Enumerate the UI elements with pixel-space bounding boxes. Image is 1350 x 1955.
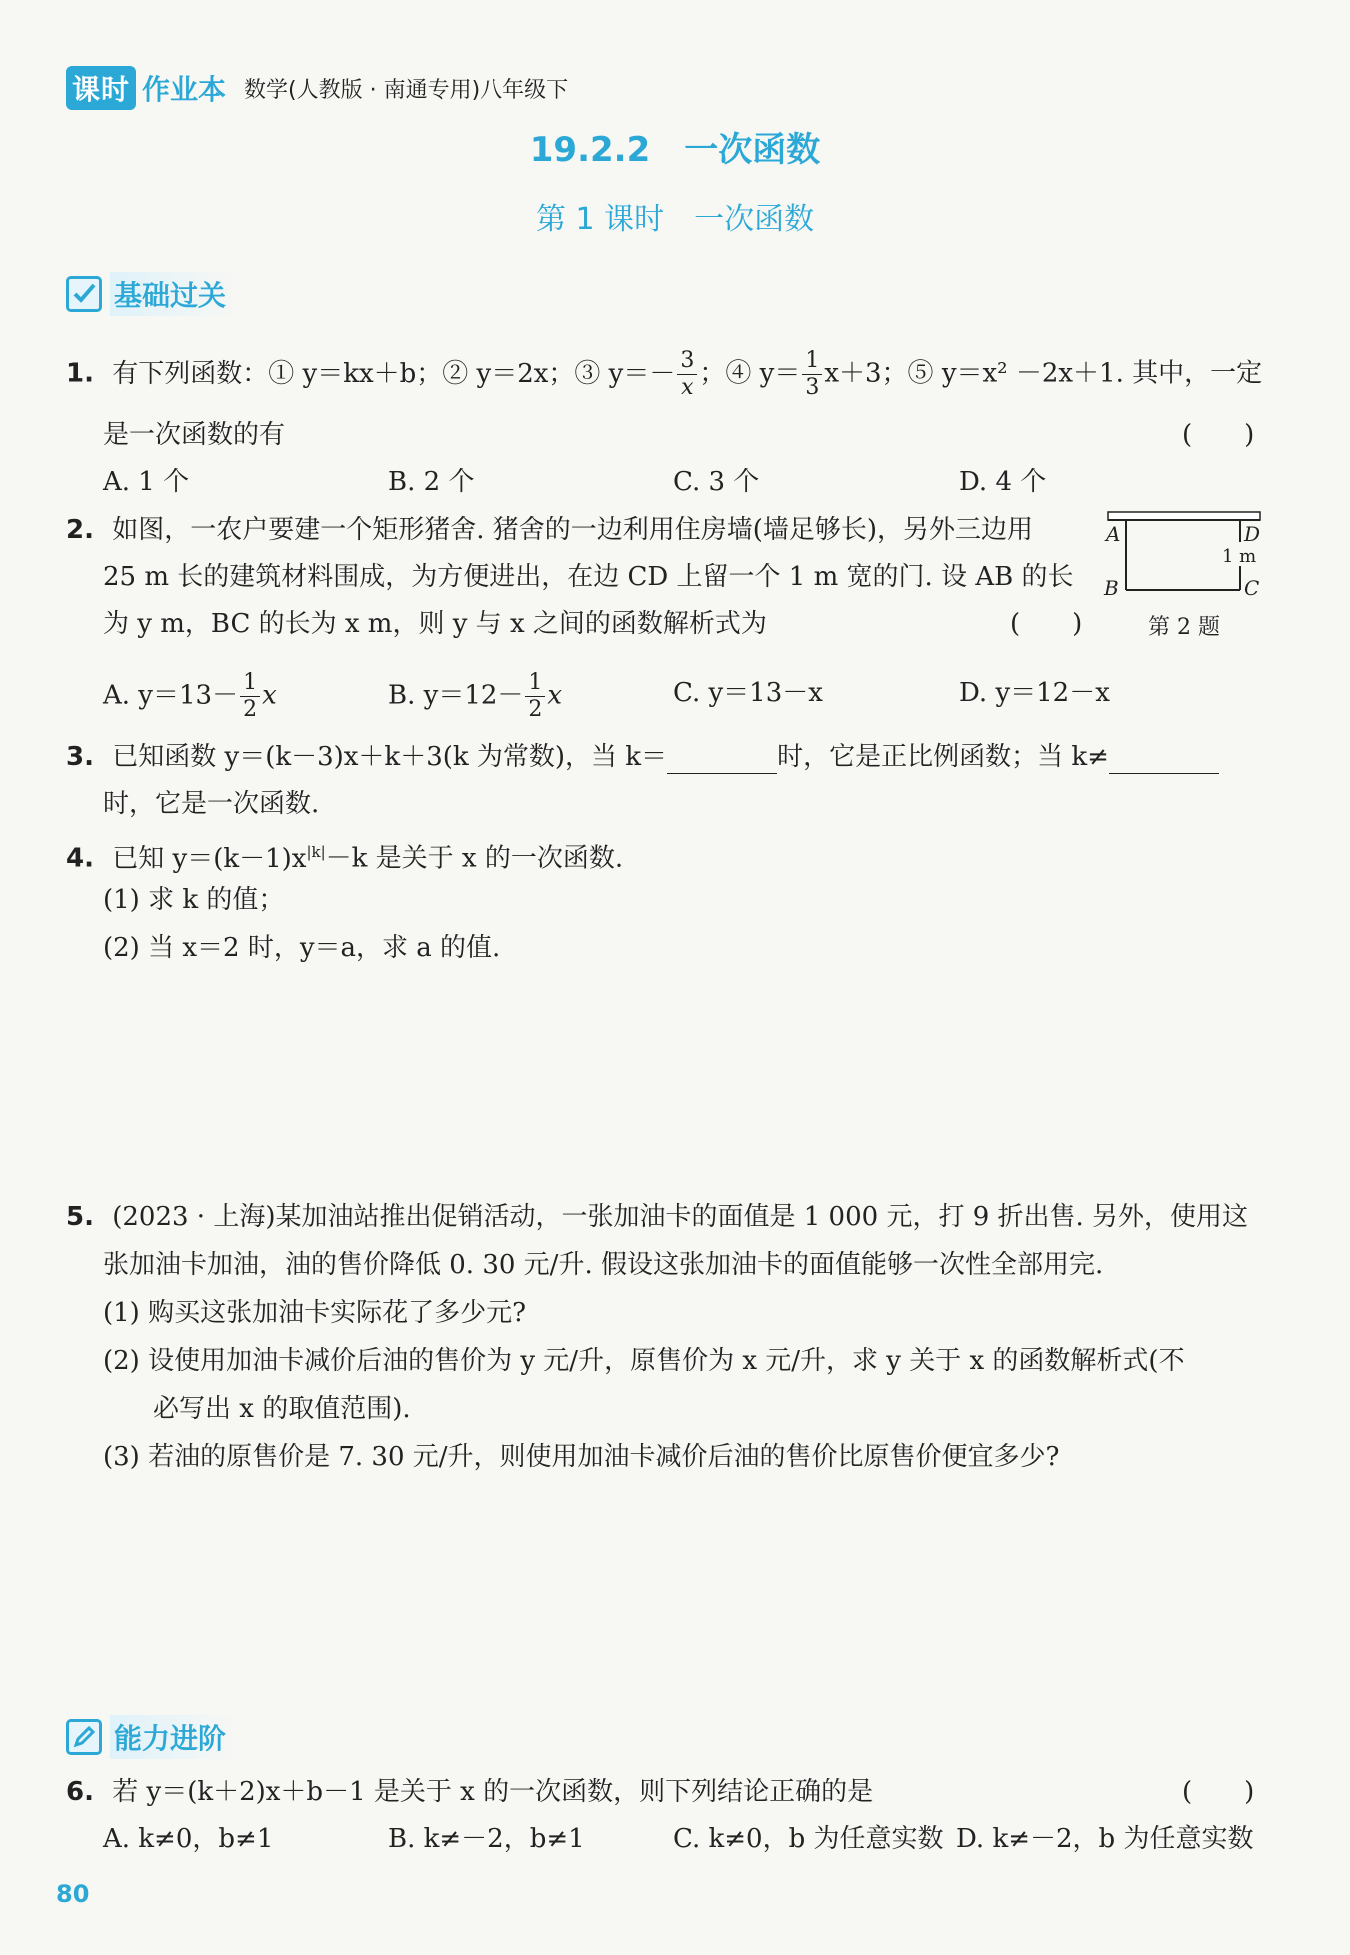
page-number: 80	[56, 1880, 90, 1908]
option-b[interactable]: B. k≠－2，b≠1	[388, 1824, 585, 1854]
brand-logo: 课时	[66, 66, 136, 110]
section-advanced-title: 能力进阶	[110, 1715, 236, 1759]
question-4-line-1: 4. 已知 $y=(k-1)x^{|k|}-k$ 是关于 x 的一次函数.	[66, 843, 624, 874]
question-2-line-1	[66, 513, 1033, 547]
question-1-line-2: 是一次函数的有	[103, 420, 286, 450]
answer-paren[interactable]: ( )	[1182, 420, 1255, 450]
question-text: (2023 · 上海)某加油站推出促销活动，一张加油卡的面值是 1 000 元，打 9 折出售. 另外，使用这	[112, 1202, 1249, 1232]
question-1-line-1: 1. 有下列函数：① y＝kx＋b；② y＝2x；③ y＝－ $\frac{3}{x}$ ；④ y＝ $\frac{1}{3}$ x＋3；⑤ y＝x² －2x＋1. 其中，一定	[66, 348, 1263, 400]
question-number: 2.	[66, 515, 94, 545]
fraction: $\frac{1}{2}$	[240, 672, 260, 721]
fraction: $\frac{3}{x}$	[677, 350, 697, 399]
question-number: 1.	[66, 358, 94, 389]
option-c[interactable]: C. k≠0，b 为任意实数	[673, 1824, 944, 1854]
question-5-sub-1: (1) 购买这张加油卡实际花了多少元?	[103, 1298, 527, 1328]
question-4-sub-2: (2) 当 x＝2 时，y＝a，求 a 的值.	[103, 933, 501, 963]
option-a[interactable]: A. y＝13－ $\frac{1}{2}$ x	[103, 670, 277, 722]
option-b[interactable]: B. y＝12－ $\frac{1}{2}$ x	[388, 670, 563, 722]
question-5-line-1	[66, 1200, 1248, 1234]
section-title: 19.2.2 一次函数	[529, 130, 821, 170]
edit-icon	[66, 1719, 102, 1755]
option-c[interactable]: C. 3 个	[673, 467, 760, 497]
fraction: $\frac{1}{2}$	[525, 672, 545, 721]
answer-paren[interactable]: ( )	[1010, 609, 1083, 639]
question-number: 6.	[66, 1777, 94, 1807]
question-text: 若 y＝(k＋2)x＋b－1 是关于 x 的一次函数，则下列结论正确的是	[112, 1777, 874, 1807]
question-number: 4.	[66, 843, 94, 874]
question-3-line-2: 时，它是一次函数.	[103, 789, 320, 819]
option-c[interactable]: C. y＝13－x	[673, 678, 823, 708]
answer-paren[interactable]: ( )	[1182, 1777, 1255, 1807]
option-d[interactable]: D. 4 个	[959, 467, 1047, 497]
question-5-sub-2-cont: 必写出 x 的取值范围).	[153, 1394, 411, 1424]
door-label: 1 m	[1222, 546, 1257, 567]
lesson-title: 第 1 课时 一次函数	[535, 202, 815, 237]
option-d[interactable]: D. k≠－2，b 为任意实数	[956, 1824, 1254, 1854]
exponent: |k|	[306, 843, 326, 861]
answer-blank[interactable]	[1109, 747, 1219, 774]
section-advanced-header	[66, 1715, 236, 1759]
question-2-line-2: 25 m 长的建筑材料围成，为方便进出，在边 CD 上留一个 1 m 宽的门. 设 AB 的长	[103, 562, 1074, 592]
label-d: D	[1244, 522, 1261, 546]
header	[66, 66, 568, 110]
question-4-sub-1: (1) 求 k 的值；	[103, 885, 285, 915]
check-icon	[66, 276, 102, 312]
figure-caption: 第 2 题	[1148, 615, 1220, 640]
option-a[interactable]: A. 1 个	[103, 467, 190, 497]
question-5-sub-2: (2) 设使用加油卡减价后油的售价为 y 元/升，原售价为 x 元/升，求 y 关于 x 的函数解析式(不	[103, 1346, 1185, 1376]
answer-blank[interactable]	[667, 747, 777, 774]
question-text: 已知函数 y＝(k－3)x＋k＋3(k 为常数)，当 k＝	[112, 742, 668, 772]
question-6-line-1	[66, 1775, 873, 1809]
question-number: 5.	[66, 1202, 94, 1232]
section-basic-header	[66, 272, 236, 316]
question-text: 已知 y＝(k－1)x	[112, 843, 307, 874]
question-5-sub-3: (3) 若油的原售价是 7. 30 元/升，则使用加油卡减价后油的售价比原售价便宜多少?	[103, 1442, 1060, 1472]
section-basic-title: 基础过关	[110, 272, 236, 316]
question-3-line-1: 3. 已知函数 y＝(k－3)x＋k＋3(k 为常数)，当 k＝ 时，它是正比例函数；当 k≠	[66, 740, 1219, 774]
question-number: 3.	[66, 742, 94, 772]
label-b: B	[1104, 576, 1119, 600]
brand-name: 作业本	[142, 73, 227, 106]
label-c: C	[1244, 576, 1260, 600]
option-b[interactable]: B. 2 个	[388, 467, 475, 497]
fraction: $\frac{1}{3}$	[802, 350, 822, 399]
question-5-line-2: 张加油卡加油，油的售价降低 0. 30 元/升. 假设这张加油卡的面值能够一次性全部用完.	[103, 1250, 1104, 1280]
pig-pen-figure	[1100, 508, 1270, 608]
option-a[interactable]: A. k≠0，b≠1	[103, 1824, 274, 1854]
question-text: 有下列函数：① y＝kx＋b；② y＝2x；③ y＝－	[112, 358, 676, 389]
question-text: 如图，一农户要建一个矩形猪舍. 猪舍的一边利用住房墙(墙足够长)，另外三边用	[112, 515, 1034, 545]
book-subject: 数学(人教版 · 南通专用)八年级下	[244, 77, 569, 103]
label-a: A	[1106, 522, 1121, 546]
question-2-line-3: 为 y m，BC 的长为 x m，则 y 与 x 之间的函数解析式为	[103, 609, 767, 639]
option-d[interactable]: D. y＝12－x	[959, 678, 1110, 708]
